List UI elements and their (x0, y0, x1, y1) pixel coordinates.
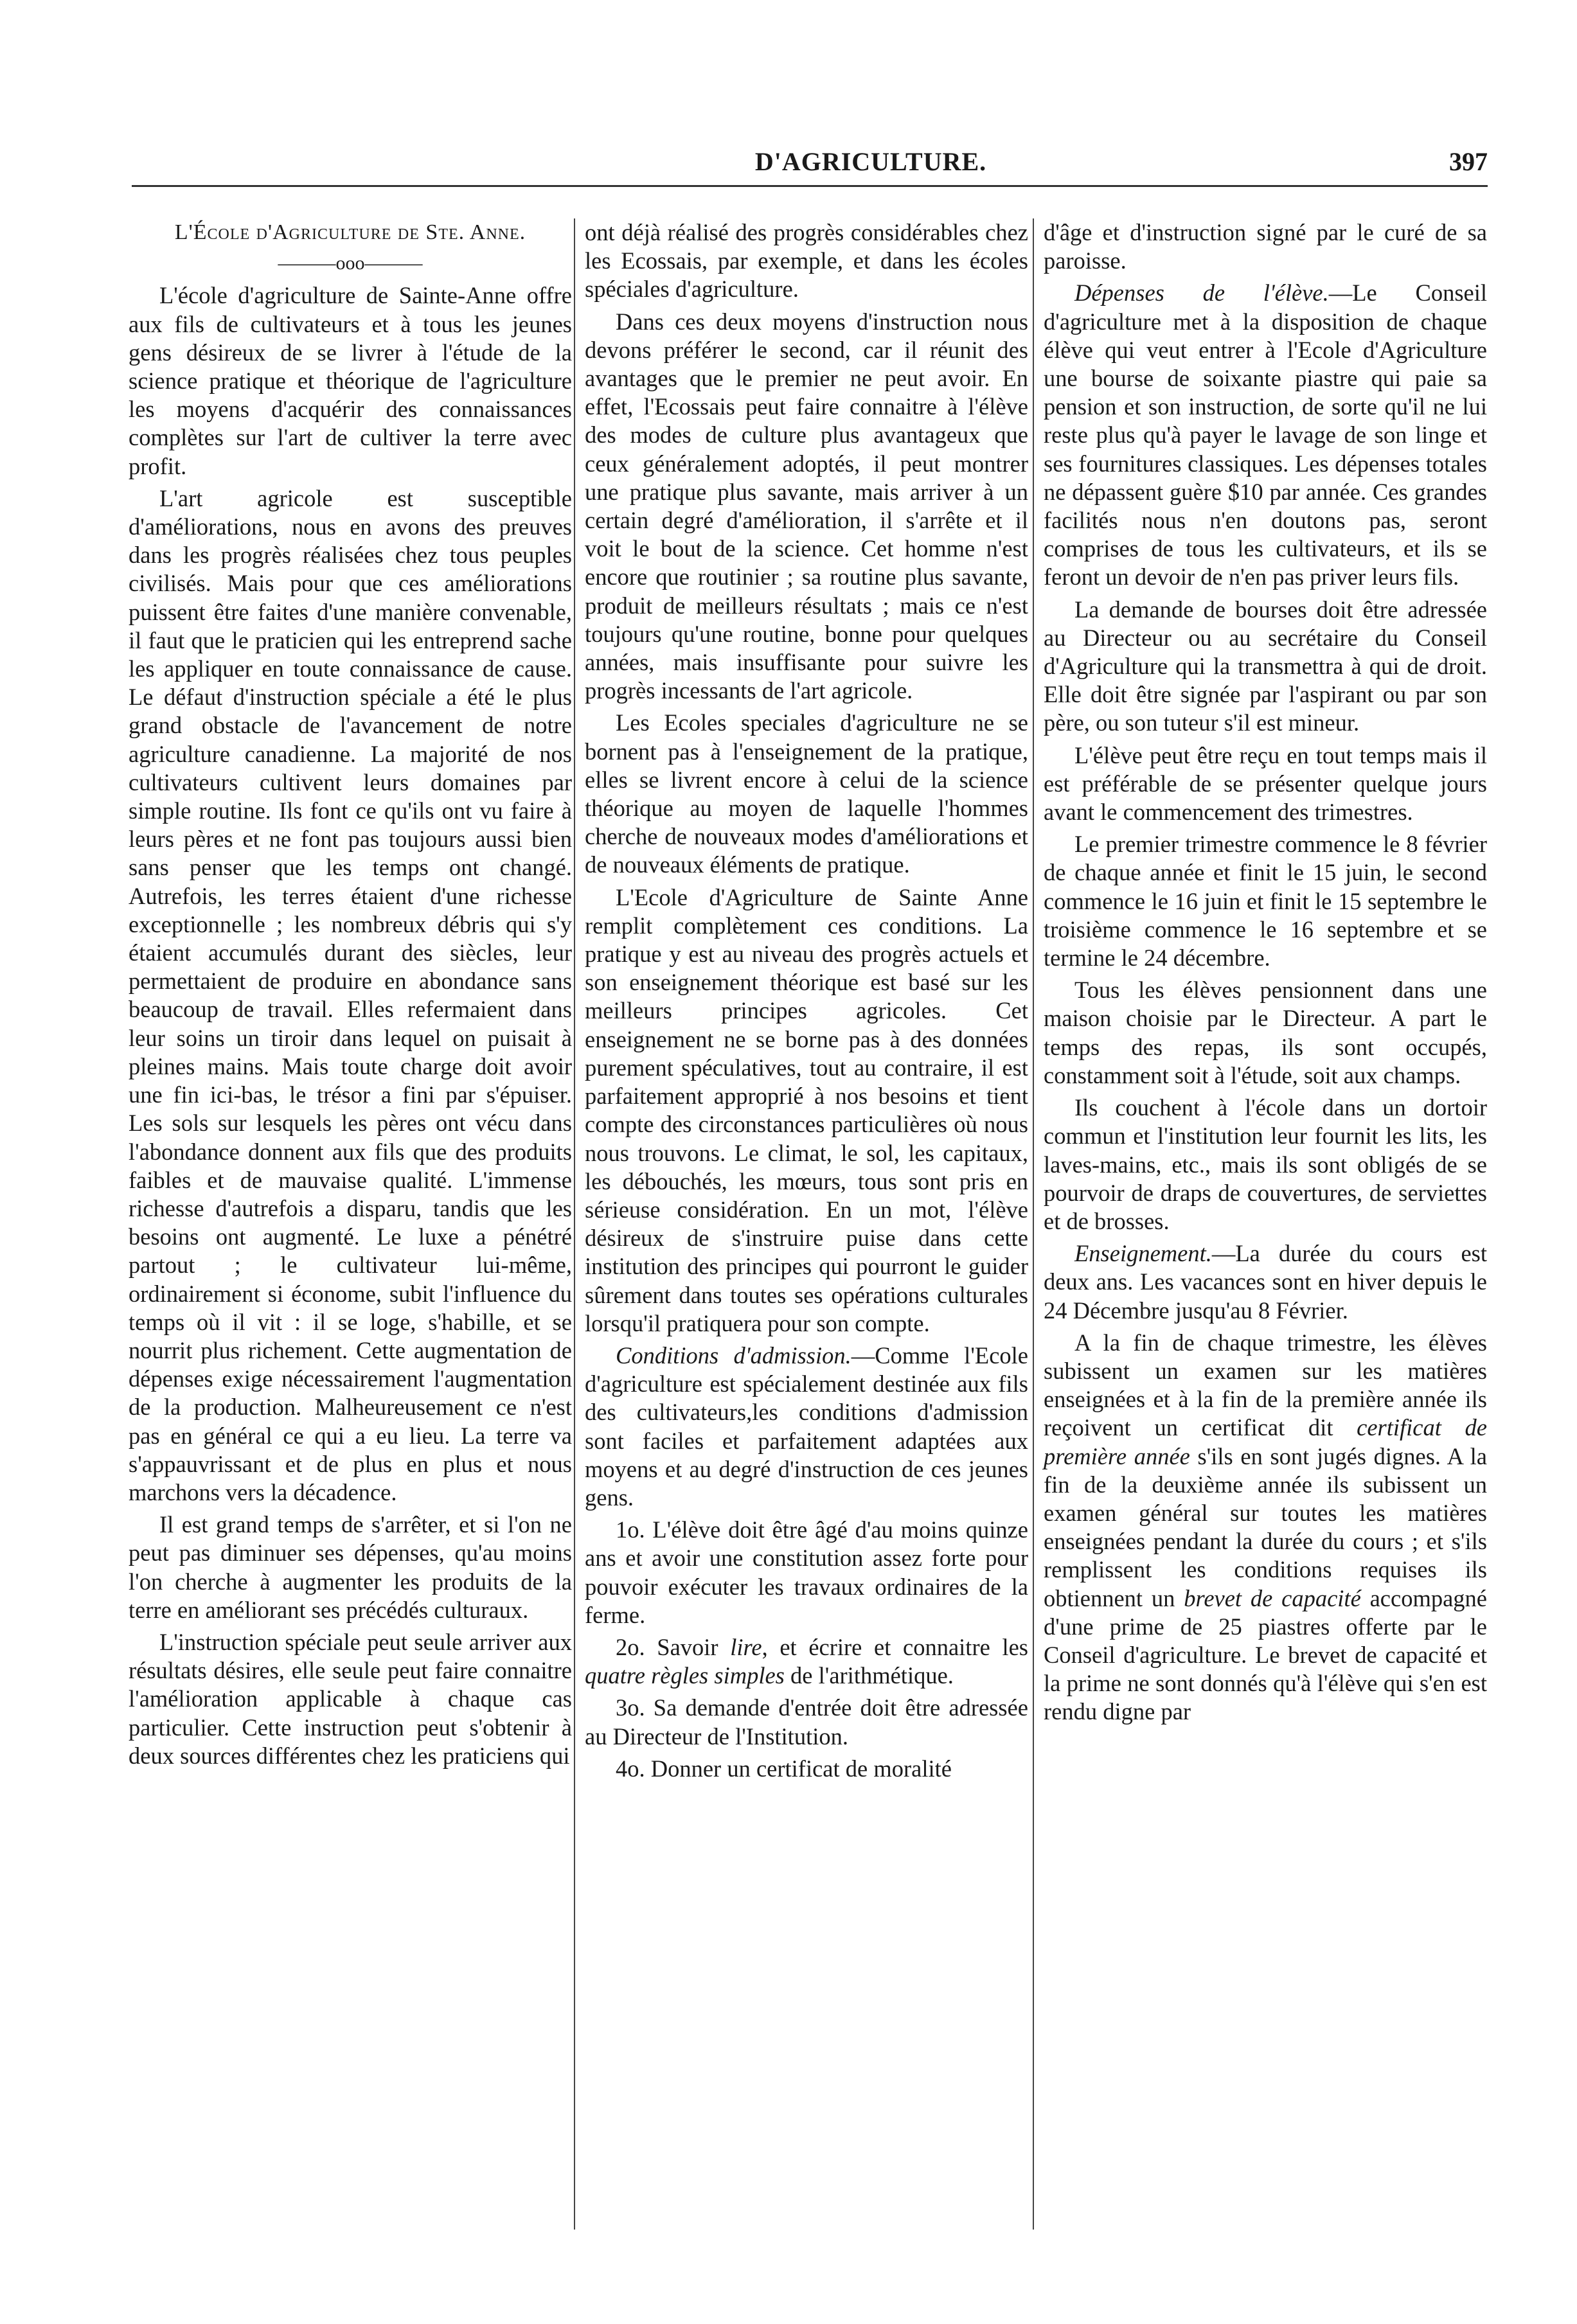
paragraph: 3o. Sa demande d'entrée doit être adressée au Directeur de l'Institution. (585, 1694, 1028, 1750)
section-heading: Dépenses de l'élève. (1074, 279, 1329, 306)
paragraph (585, 1342, 1028, 1512)
section-heading: Enseignement. (1074, 1240, 1212, 1267)
paragraph-text: A la fin de chaque trimestre, les élèves subissent un examen sur les matières enseignées et à la fin de la première année ils reçoivent un certificat dit (1044, 1329, 1487, 1441)
paragraph (1044, 279, 1487, 591)
header-rule (132, 185, 1488, 187)
paragraph: Il est grand temps de s'arrêter, et si l'on ne peut pas diminuer ses dépenses, qu'au moins l'on cherche à augmenter les produits de la terre en améliorant ses précédés culturaux. (129, 1511, 572, 1623)
section-heading: Conditions d'admission. (616, 1342, 851, 1369)
paragraph: La demande de bourses doit être adressée au Directeur ou au secrétaire du Conseil d'Agriculture qui la transmettra à qui de droit. Elle doit être signée par l'aspirant ou par son père, ou son tuteur s'il est mineur. (1044, 596, 1487, 736)
article-title: L'École d'Agriculture de Ste. Anne. (174, 220, 526, 244)
paragraph-text: —La durée du cours est deux ans. Les vacances sont en hiver depuis le 24 Décembre jusqu'au 8 Février. (1044, 1240, 1487, 1324)
column-3 (1044, 218, 1487, 1730)
column-2 (585, 218, 1028, 1787)
emphasis: lire (730, 1633, 762, 1660)
running-title: D'AGRICULTURE. (754, 147, 987, 176)
emphasis: certificat de première année (1044, 1414, 1487, 1469)
paragraph-text: de l'arithmétique. (784, 1662, 954, 1689)
paragraph-text: s'ils en sont jugés dignes. A la fin de la deuxième année ils subissent un examen général sur toutes les matières enseignées pendant la durée du cours ; et s'ils remplissent les conditions requises ils obtiennent un (1044, 1442, 1488, 1611)
paragraph-text: 2o. Savoir (616, 1633, 731, 1660)
paragraph: Dans ces deux moyens d'instruction nous devons préférer le second, car il réunit des avantages que le premier ne peut avoir. En effet, l'Ecossais peut faire connaitre à l'élève des modes de culture plus avantageux que ceux généralement adoptés, il peut montrer une pratique plus savante, mais arriver à un certain degré d'amélioration, il s'arrête et il voit le bout de la science. Cet homme n'est encore que routinier ; sa routine plus savante, produit de meilleurs résultats ; mais ce n'est toujours qu'une routine, bonne pour quelques années, mais insuffisante pour suivre les progrès incessants de l'art agricole. (585, 308, 1028, 704)
emphasis: quatre règles simples (585, 1662, 785, 1689)
paragraph (1044, 1329, 1487, 1726)
paragraph (1044, 1239, 1487, 1325)
paragraph-text: accompagné d'une prime de 25 piastres offerte par le Conseil d'agriculture. Le brevet de capacité et la prime ne sont donnés qu'à l'élève qui s'en est rendu digne par (1044, 1584, 1487, 1725)
column-1 (129, 218, 572, 1774)
paragraph: L'Ecole d'Agriculture de Sainte Anne remplit complètement ces conditions. La pratique y est au niveau des progrès actuels et son enseignement théorique est basé sur les meilleurs principes agricoles. Cet enseignement ne se borne pas à des données purement spéculatives, tout au contraire, il est parfaitement approprié à nos besoins et tient compte des circonstances particulières où nous nous trouvons. Le climat, le sol, les capitaux, les débouchés, les mœurs, tous sont pris en sérieuse considération. En un mot, l'élève désireux de s'instruire puise dans cette institution des principes qui pourront le guider sûrement dans toutes ses opérations culturales lorsqu'il pratiquera pour son compte. (585, 883, 1028, 1336)
paragraph: 4o. Donner un certificat de moralité (616, 1755, 952, 1782)
column-divider (574, 218, 575, 2230)
paragraph: ont déjà réalisé des progrès considérables chez les Ecossais, par exemple, et dans les écoles spéciales d'agriculture. (585, 219, 1028, 303)
emphasis: brevet de capacité (1184, 1584, 1361, 1611)
paragraph: Le premier trimestre commence le 8 février de chaque année et finit le 15 juin, le second commence le 16 juin et finit le 15 septembre le troisième commence le 16 septembre et se termine le 24 décembre. (1044, 831, 1487, 971)
page-number: 397 (1449, 147, 1488, 176)
paragraph: d'âge et d'instruction signé par le curé de sa paroisse. (1044, 219, 1487, 274)
paragraph-text: —Comme l'Ecole d'agriculture est spécialement destinée aux fils des cultivateurs,les conditions d'admission sont faciles et parfaitement adaptées aux moyens et au degré d'instruction de ces jeunes gens. (585, 1342, 1028, 1511)
title-separator: ———ooo——— (278, 253, 423, 274)
paragraph-text: , et écrire et connaitre les (762, 1633, 1028, 1660)
paragraph-text: —Le Conseil d'agriculture met à la disposition de chaque élève qui veut entrer à l'Ecole d'Agriculture une bourse de soixante piastre qui paie sa pension et son instruction, de sorte qu'il ne lui reste plus qu'à payer le lavage de son linge et ses fournitures classiques. Les dépenses totales ne dépassent guère $10 par année. Ces grandes facilités nous n'en doutons pas, seront comprises de tous les cultivateurs, et ils se feront un devoir de n'en pas priver leurs fils. (1044, 279, 1488, 590)
paragraph: Ils couchent à l'école dans un dortoir commun et l'institution leur fournit les lits, les laves-mains, etc., mais ils sont obligés de se pourvoir de draps de couvertures, de serviettes et de brosses. (1044, 1094, 1487, 1234)
paragraph: L'art agricole est susceptible d'améliorations, nous en avons des preuves dans les progrès réalisées chez tous peuples civilisés. Mais pour que ces améliorations puissent être faites d'une manière convenable, il faut que le praticien qui les entreprend sache les appliquer en toute connaissance de cause. Le défaut d'instruction spéciale a été le plus grand obstacle de l'avancement de notre agriculture canadienne. La majorité de nos cultivateurs cultivent leurs domaines par simple routine. Ils font ce qu'ils ont vu faire à leurs pères et ne font pas toujours aussi bien sans penser que les temps ont changé. Autrefois, les terres étaient d'une richesse exceptionnelle ; les nombreux débris qui s'y étaient accumulés durant des siècles, leur permettaient de produire en abondance sans beaucoup de travail. Elles refermaient dans leur soins un tiroir dans lequel on puisait à pleines mains. Mais toute charge doit avoir une fin ici-bas, le trésor a fini par s'épuiser. Les sols sur lesquels les pères ont vécu dans l'abondance donnent aux fils que des produits faibles et de mauvaise qualité. L'immense richesse d'autrefois a disparu, tandis que les besoins ont augmenté. Le luxe a pénétré partout ; le cultivateur lui-même, ordinairement si économe, subit l'influence du temps où il vit : il se loge, s'habille, et se nourrit plus richement. Cette augmentation de dépenses exige nécessairement l'augmentation de la production. Malheureusement ce n'est pas en général ce qui a eu lieu. La terre va s'appauvrissant et de plus en plus et nous marchons vers la décadence. (129, 484, 572, 1505)
paragraph: L'élève peut être reçu en tout temps mais il est préférable de se présenter quelque jours avant le commencement des trimestres. (1044, 741, 1487, 826)
paragraph: L'instruction spéciale peut seule arriver aux résultats désires, elle seule peut faire connaitre l'amélioration applicable à chaque cas particulier. Cette instruction peut s'obtenir à deux sources différentes chez les praticiens qui (129, 1628, 572, 1769)
page-header (132, 146, 1488, 191)
paragraph: Les Ecoles speciales d'agriculture ne se bornent pas à l'enseignement de la pratique, elles se livrent encore à celui de la science théorique au moyen de laquelle l'hommes cherche de nouveaux modes d'améliorations et de nouveaux éléments de pratique. (585, 709, 1028, 878)
paragraph: 1o. L'élève doit être âgé d'au moins quinze ans et avoir une constitution assez forte pour pouvoir exécuter les travaux ordinaires de la ferme. (585, 1516, 1028, 1628)
paragraph (585, 1633, 1028, 1690)
paragraph: L'école d'agriculture de Sainte-Anne offre aux fils de cultivateurs et à tous les jeunes gens désireux de se livrer à l'étude de la science pratique et théorique de l'agriculture les moyens d'acquérir des connaissances complètes sur l'art de cultiver la terre avec profit. (129, 282, 572, 479)
column-divider (1033, 218, 1034, 2230)
paragraph: Tous les élèves pensionnent dans une maison choisie par le Directeur. A part le temps des repas, ils sont occupés, constamment soit à l'étude, soit aux champs. (1044, 977, 1487, 1088)
